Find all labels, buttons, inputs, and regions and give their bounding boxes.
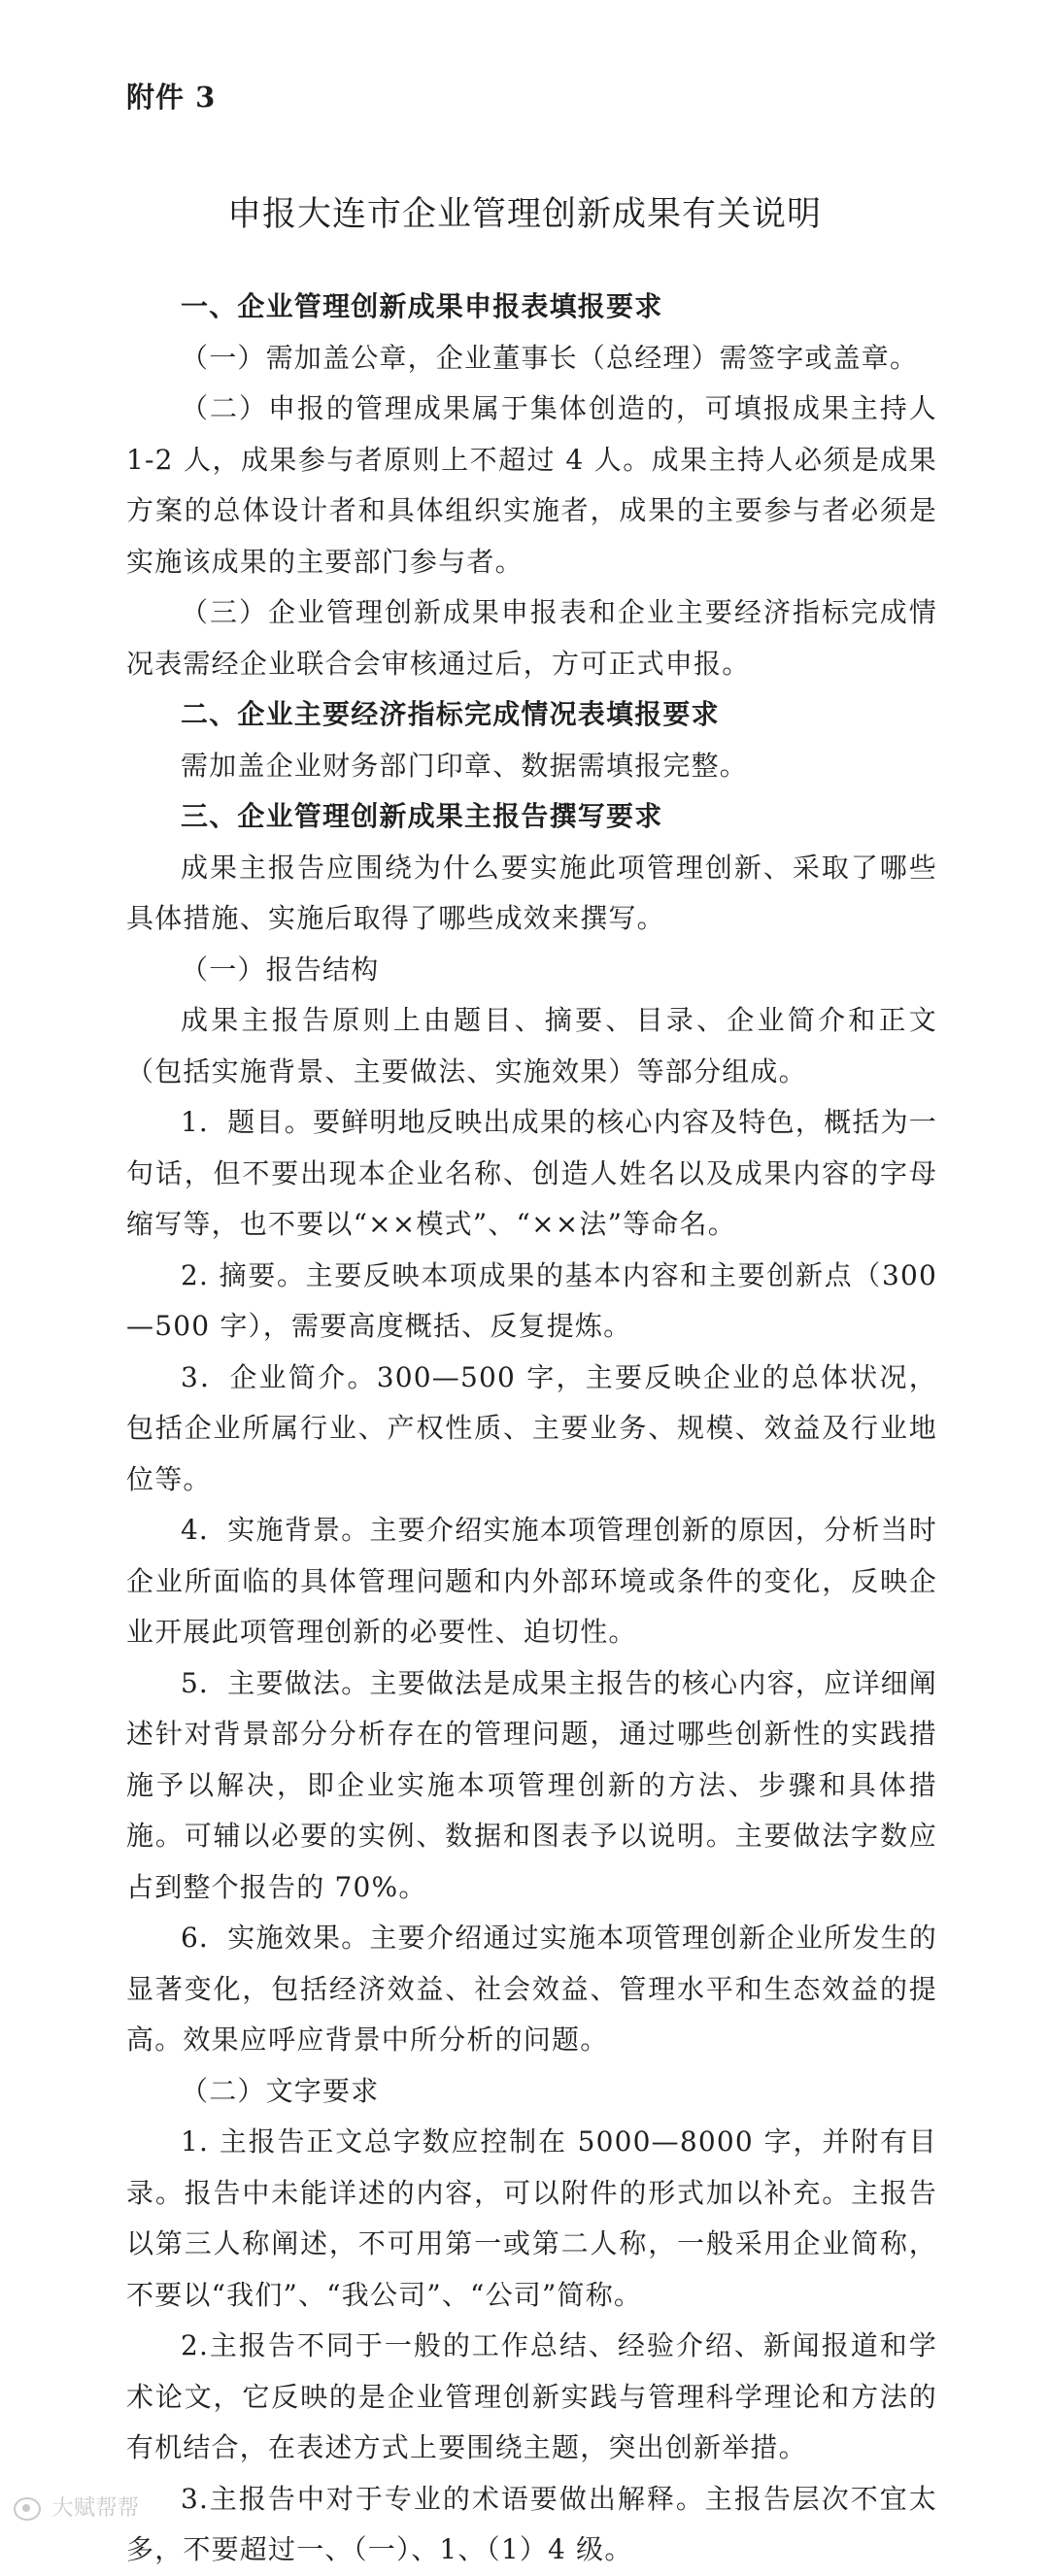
subsection-heading-report-structure: （一）报告结构 <box>181 953 380 986</box>
paragraph: （二）申报的管理成果属于集体创造的，可填报成果主持人1-2 人，成果参与者原则上不超过 4 人。成果主持人必须是成果方案的总体设计者和具体组织实施者，成果的主要参与者必须是实施该成果的主要部门参与者。 <box>126 392 937 578</box>
watermark-text: 大赋帮帮 <box>51 2496 140 2521</box>
paragraph: 6．实施效果。主要介绍通过实施本项管理创新企业所发生的显著变化，包括经济效益、社会效益、管理水平和生态效益的提高。效果应呼应背景中所分析的问题。 <box>126 1922 937 2056</box>
paragraph: 5．主要做法。主要做法是成果主报告的核心内容，应详细阐述针对背景部分分析存在的管理问题，通过哪些创新性的实践措施予以解决，即企业实施本项管理创新的方法、步骤和具体措施。可辅以必要的实例、数据和图表予以说明。主要做法字数应占到整个报告的 70%。 <box>126 1666 937 1903</box>
document-body <box>126 282 937 2576</box>
section-heading-3: 三、企业管理创新成果主报告撰写要求 <box>181 800 663 832</box>
paragraph: 1．题目。要鲜明地反映出成果的核心内容及特色，概括为一句话，但不要出现本企业名称、创造人姓名以及成果内容的字母缩写等，也不要以“××模式”、“××法”等命名。 <box>126 1106 937 1240</box>
paragraph: 成果主报告原则上由题目、摘要、目录、企业简介和正文（包括实施背景、主要做法、实施效果）等部分组成。 <box>126 1004 937 1087</box>
paragraph: 4．实施背景。主要介绍实施本项管理创新的原因，分析当时企业所面临的具体管理问题和内外部环境或条件的变化，反映企业开展此项管理创新的必要性、迫切性。 <box>126 1514 937 1648</box>
watermark <box>14 2492 140 2522</box>
attachment-label: 附件 3 <box>126 81 217 114</box>
paragraph: 2.主报告不同于一般的工作总结、经验介绍、新闻报道和学术论文，它反映的是企业管理创新实践与管理科学理论和方法的有机结合，在表述方式上要围绕主题，突出创新举措。 <box>126 2329 937 2463</box>
paragraph: （三）企业管理创新成果申报表和企业主要经济指标完成情况表需经企业联合会审核通过后，方可正式申报。 <box>126 596 937 680</box>
page-title: 申报大连市企业管理创新成果有关说明 <box>226 195 822 234</box>
section-heading-1: 一、企业管理创新成果申报表填报要求 <box>181 290 663 322</box>
paragraph: 3．企业简介。300—500 字，主要反映企业的总体状况，包括企业所属行业、产权性质、主要业务、规模、效益及行业地位等。 <box>126 1360 937 1495</box>
paragraph: 3.主报告中对于专业的术语要做出解释。主报告层次不宜太多，不要超过一、（一）、1、（1）4 级。 <box>126 2482 937 2565</box>
paragraph: 1. 主报告正文总字数应控制在 5000—8000 字，并附有目录。报告中未能详述的内容，可以附件的形式加以补充。主报告以第三人称阐述，不可用第一或第二人称，一般采用企业简称，不要以“我们”、“我公司”、“公司”简称。 <box>126 2125 937 2311</box>
subsection-heading-text-requirements: （二）文字要求 <box>181 2074 380 2107</box>
watermark-logo-icon <box>14 2497 41 2521</box>
paragraph: 成果主报告应围绕为什么要实施此项管理创新、采取了哪些具体措施、实施后取得了哪些成效来撰写。 <box>126 851 937 934</box>
paragraph: 2. 摘要。主要反映本项成果的基本内容和主要创新点（300—500 字），需要高度概括、反复提炼。 <box>126 1258 937 1342</box>
paragraph: （一）需加盖公章，企业董事长（总经理）需签字或盖章。 <box>181 341 919 374</box>
section-heading-2: 二、企业主要经济指标完成情况表填报要求 <box>181 698 720 730</box>
paragraph: 需加盖企业财务部门印章、数据需填报完整。 <box>181 749 749 782</box>
